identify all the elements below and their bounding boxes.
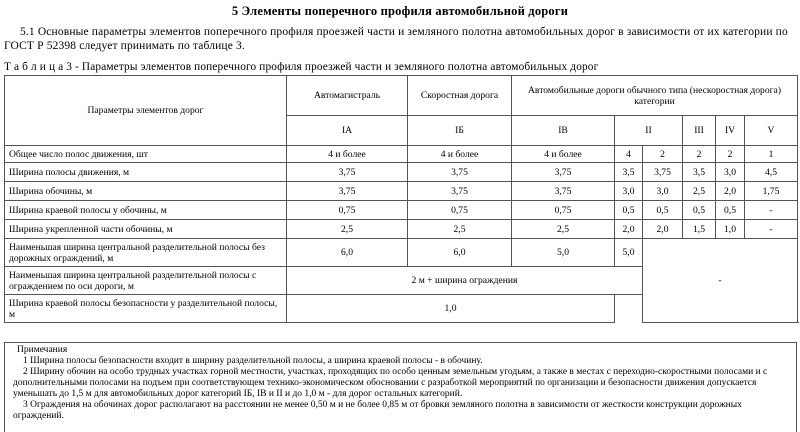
- table-cell: 5,0: [512, 239, 615, 267]
- row-label: Общее число полос движения, шт: [5, 146, 287, 163]
- table-cell: 4 и более: [287, 146, 408, 163]
- table-cell: 3,75: [408, 163, 512, 182]
- table-cell: 6,0: [287, 239, 408, 267]
- table-cell: 3,0: [643, 182, 683, 201]
- header-expressway: Скоростная дорога: [408, 76, 512, 116]
- table-cell: 3,75: [512, 163, 615, 182]
- table-cell: 0,5: [643, 201, 683, 220]
- table-row: [5, 220, 798, 239]
- table-cell: 1: [745, 146, 798, 163]
- table-cell: 6,0: [408, 239, 512, 267]
- parameters-table: [4, 75, 798, 323]
- intro-paragraph: 5.1 Основные параметры элементов поперечного профиля проезжей части и земляного полотна автомобильных дорог в зависимости от их категории по ГОСТ Р 52398 следует принимать по таблице 3.: [4, 26, 788, 52]
- table-cell: -: [745, 201, 798, 220]
- table-cell: 3,75: [287, 182, 408, 201]
- table-caption: Т а б л и ц а 3 - Параметры элементов поперечного профиля проезжей части и земляного полотна автомобильных дорог: [4, 61, 599, 73]
- notes-heading: Примечания: [17, 345, 68, 355]
- header-motorway: Автомагистраль: [287, 76, 408, 116]
- table-cell: 1,0: [716, 220, 745, 239]
- table-cell: 2: [716, 146, 745, 163]
- table-cell-merged: 1,0: [287, 295, 615, 323]
- row-label: Наименьшая ширина центральной разделительной полосы с ограждением по оси дороги, м: [5, 267, 287, 295]
- table-row: [5, 163, 798, 182]
- row-label: Ширина краевой полосы у обочины, м: [5, 201, 287, 220]
- table-cell: 4,5: [745, 163, 798, 182]
- table-cell: 2,5: [287, 220, 408, 239]
- note-item: 2 Ширину обочин на особо трудных участках горной местности, участках, проходящих по особо ценным земельным угодьям, а также в местах с переходно-скоростными полосами и с дополнительными полосами на подъем при соответствующем технико-экономическом обосновании с разработкой мероприятий по организации и безопасности движения допускается уменьшать до 1,5 м для автомобильных дорог категорий IБ, IB и II и до 1,0 м - для дорог остальных категорий.: [13, 367, 768, 399]
- notes-block: [4, 342, 797, 432]
- table-cell: 1,5: [683, 220, 716, 239]
- table-cell: 0,75: [408, 201, 512, 220]
- table-cell: 2,0: [643, 220, 683, 239]
- table-cell: 2,5: [512, 220, 615, 239]
- table-cell: 0,5: [716, 201, 745, 220]
- table-cell: 1,75: [745, 182, 798, 201]
- row-label: Ширина укрепленной части обочины, м: [5, 220, 287, 239]
- table-cell-merged: 2 м + ширина ограждения: [287, 267, 643, 295]
- note-item: 1 Ширина полосы безопасности входит в ширину разделительной полосы, а ширина краевой полосы - в обочину.: [23, 356, 483, 366]
- table-cell: 2,0: [615, 220, 643, 239]
- table-cell: 0,5: [683, 201, 716, 220]
- header-params: Параметры элементов дорог: [5, 76, 287, 146]
- table-cell: 2,5: [408, 220, 512, 239]
- category-cell: IA: [287, 116, 408, 146]
- table-cell: 3,5: [683, 163, 716, 182]
- table-cell-dash: -: [643, 239, 798, 323]
- table-cell: 2: [643, 146, 683, 163]
- table-cell: 4 и более: [408, 146, 512, 163]
- row-label: Ширина краевой полосы безопасности у разделительной полосы, м: [5, 295, 287, 323]
- table-cell: 2,5: [683, 182, 716, 201]
- table-cell: -: [745, 220, 798, 239]
- section-title: 5 Элементы поперечного профиля автомобильной дороги: [231, 4, 569, 18]
- category-cell: IV: [716, 116, 745, 146]
- row-label: Ширина полосы движения, м: [5, 163, 287, 182]
- row-label: Ширина обочины, м: [5, 182, 287, 201]
- table-cell: 3,0: [615, 182, 643, 201]
- table-row: [5, 182, 798, 201]
- table-cell: 4: [615, 146, 643, 163]
- table-cell: 2,0: [716, 182, 745, 201]
- table-cell: 5,0: [615, 239, 643, 267]
- category-cell: IB: [512, 116, 615, 146]
- header-ordinary-roads: Автомобильные дороги обычного типа (нескоростная дорога) категории: [512, 76, 798, 116]
- table-cell: 3,0: [716, 163, 745, 182]
- category-cell: II: [615, 116, 683, 146]
- table-cell: 3,75: [512, 182, 615, 201]
- table-header-row: [5, 76, 798, 116]
- table-row: [5, 201, 798, 220]
- table-cell: 0,75: [512, 201, 615, 220]
- table-cell: 2: [683, 146, 716, 163]
- table-cell: 0,5: [615, 201, 643, 220]
- table-cell: 3,75: [643, 163, 683, 182]
- table-row: [5, 239, 798, 267]
- table-cell: 0,75: [287, 201, 408, 220]
- note-item: 3 Ограждения на обочинах дорог располагают на расстоянии не менее 0,50 м и не более 0,85 м от бровки земляного полотна в зависимости от жесткости конструкции дорожных ограждений.: [13, 400, 742, 421]
- table-row: [5, 146, 798, 163]
- row-label: Наименьшая ширина центральной разделительной полосы без дорожных ограждений, м: [5, 239, 287, 267]
- table-cell: 3,75: [287, 163, 408, 182]
- table-cell: 3,5: [615, 163, 643, 182]
- table-cell: 3,75: [408, 182, 512, 201]
- category-cell: V: [745, 116, 798, 146]
- table-cell: 4 и более: [512, 146, 615, 163]
- category-cell: IБ: [408, 116, 512, 146]
- category-cell: III: [683, 116, 716, 146]
